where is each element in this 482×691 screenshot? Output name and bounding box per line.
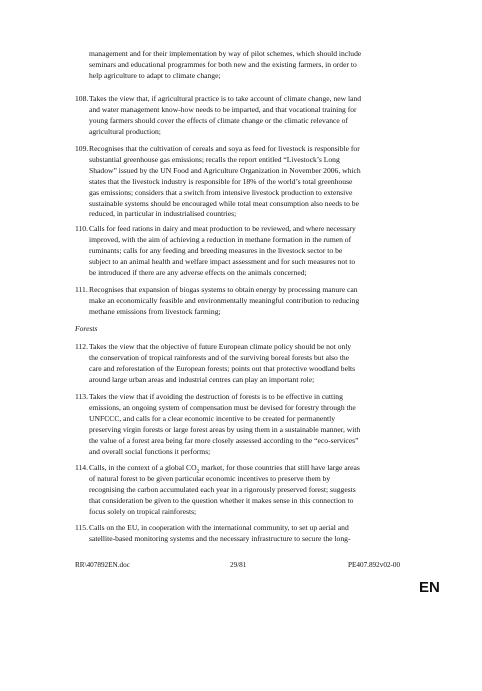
- paragraph-number: 114.: [75, 463, 89, 472]
- paragraph-text: Calls on the EU, in cooperation with the international community, to set up aerial and satellite-based monitoring systems and the necessary infrastructure to secure the long-: [89, 523, 351, 543]
- paragraph-text: Calls for feed rations in dairy and meat production to be reviewed, and where necessary improved, with the aim of achieving a reduction in methane formation in the rumen of ruminants; calls for any feeding and breeding measures in the livestock sector to be subject to an animal health and welfare impact assessment and for such measures not to be introduced if there are any adverse effects on the animals concerned;: [89, 224, 356, 277]
- paragraph-111: [75, 285, 411, 318]
- paragraph-108: [75, 94, 411, 136]
- paragraph-number: 109.: [75, 144, 89, 153]
- language-badge: EN: [419, 579, 440, 596]
- paragraph-number: 112.: [75, 342, 89, 351]
- paragraph-112: [75, 342, 411, 384]
- paragraph-text: Takes the view that if avoiding the destruction of forests is to be effective in cutting emissions, an ongoing system of compensation must be devised for forestry through the UNFCCC, and calls for a clear economic incentive to be created for permanently preserving virgin forests or large forest areas by using them in a sustainable manner, with the value of a forest area being far more closely assessed according to the “eco-services” and overall social functions it performs;: [89, 392, 361, 456]
- paragraph-115: [75, 523, 411, 556]
- paragraph-109: [75, 144, 411, 219]
- paragraph-number: 111.: [75, 285, 88, 294]
- section-heading-forests: Forests: [75, 324, 98, 333]
- paragraph-number: 110.: [75, 224, 89, 233]
- paragraph-number: 108.: [75, 94, 89, 103]
- paragraph-number: 115.: [75, 523, 89, 532]
- subscript: 2: [196, 468, 200, 475]
- footer-page-number: 29/81: [230, 561, 247, 569]
- paragraph-text: Recognises that the cultivation of cereals and soya as feed for livestock is responsible for substantial greenhouse gas emissions; recalls the report entitled “Livestock’s Long Shadow” issued by the UN Food and Agriculture Organization in November 2006, which states that the livestock industry is responsible for 18% of the world’s total greenhouse gas emissions; considers that a switch from intensive livestock production to extensive sustainable systems should be encouraged while total meat consumption also needs to be reduced, in particular in industrialised countries;: [89, 144, 361, 219]
- paragraph-text: Takes the view that, if agricultural practice is to take account of climate change, new land and water management know-how needs to be imparted, and that vocational training for young farmers should cover the effects of climate change or the climatic relevance of agricultural production;: [89, 94, 362, 136]
- footer-pe-ref: PE407.892v02-00: [348, 561, 401, 569]
- paragraph-110: [75, 224, 411, 277]
- paragraph-text: Takes the view that the objective of future European climate policy should be not only the conservation of tropical rainforests and of the surviving boreal forests but also the care and reforestation of the European forests; points out that protective woodland belts around large urban areas and industrial centres can play an important role;: [89, 342, 356, 384]
- paragraph-number: 113.: [75, 392, 89, 401]
- footer-doc-ref: RR\407892EN.doc: [75, 561, 130, 569]
- paragraph-114: [75, 463, 411, 516]
- continued-paragraph-text: management and for their implementation by way of pilot schemes, which should include seminars and educational programmes for both new and the existing farmers, in order to help agriculture to adapt to climate change;: [89, 49, 362, 80]
- paragraph-113: [75, 392, 411, 456]
- paragraph-text: Calls, in the context of a global $CO_2$ market, for those countries that still have large areas of natural forest to be given particular economic incentives to preserve them by recognising the carbon accumulated each year in a rigorously preserved forest; suggests that consideration be given to the question whether it makes sense in this connection to focus solely on tropical rainforests;: [89, 463, 360, 516]
- paragraph-text: Recognises that expansion of biogas systems to obtain energy by processing manure can make an economically feasible and environmentally meaningful contribution to reducing methane emissions from livestock farming;: [89, 285, 360, 316]
